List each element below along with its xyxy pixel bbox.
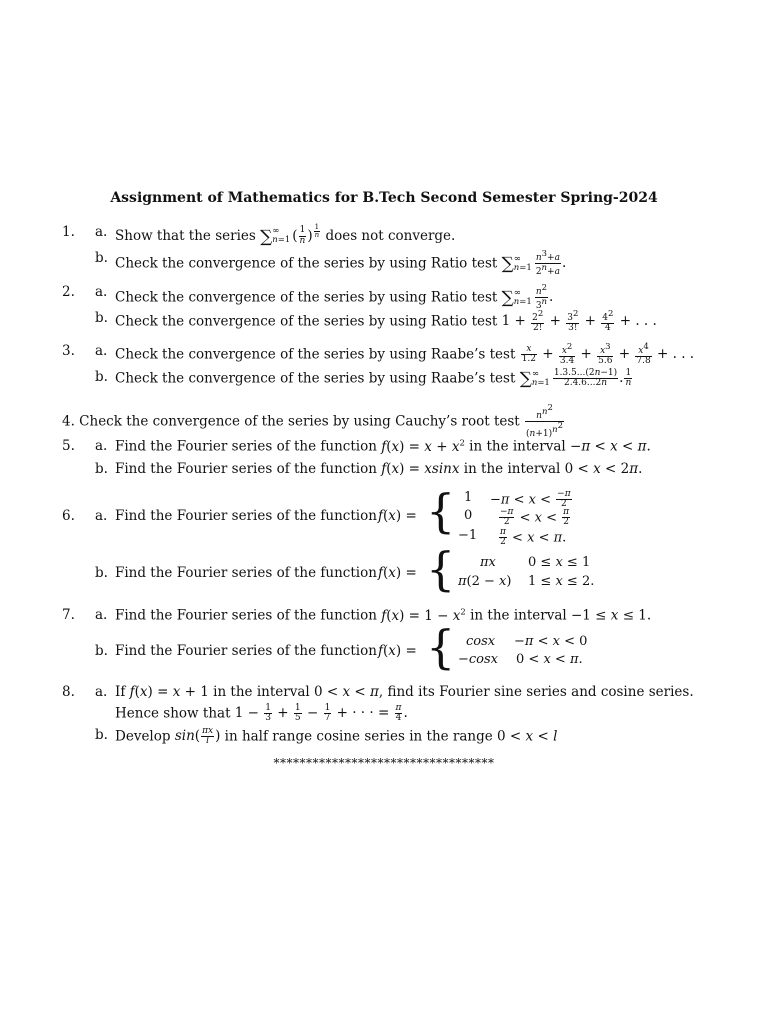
sub-label: a.	[95, 343, 108, 359]
question-text: Check the convergence of the series by using Ratio test ∑ ∞ n=1 $\frac{n^3+a}{2^n+a}$ .	[115, 249, 567, 278]
formula: f(x) =	[378, 508, 417, 524]
page-title: Assignment of Mathematics for B.Tech Second Semester Spring-2024	[110, 190, 658, 206]
question-text: Hence show that 1 − $\frac{1}{3}$ + $\frac{1}{5}$ − $\frac{1}{7}$ + · · · = $\frac{\pi}{4}$ .	[115, 703, 408, 724]
formula: −1 ≤ x ≤ 1.	[570, 607, 652, 624]
sub-label: b.	[95, 565, 108, 581]
question-number: 1.	[62, 224, 75, 240]
question-text: Find the Fourier series of the function $f(x) = x + x^2$ in the interval −π < x < π.	[115, 438, 651, 455]
question-text: Find the Fourier series of the function	[115, 643, 377, 659]
piece-row: $\frac{-\pi}{2}$ < x < $\frac{\pi}{2}$	[500, 507, 570, 528]
formula: ∑ ∞ n=1 $\frac{n^3+a}{2^n+a}$ .	[501, 249, 567, 278]
formula: 1 + $\frac{2^2}{2!}$ + $\frac{3^2}{3!}$ + $\frac{4^2}{4}$ + . . .	[501, 309, 657, 334]
sub-label: a.	[95, 607, 108, 623]
question-text: Check the convergence of the series by using Ratio test ∑ ∞ n=1 $\frac{n^2}{3^n}$ .	[115, 283, 554, 312]
formula: 0 < x < 2π.	[564, 461, 643, 477]
sub-label: b.	[95, 310, 108, 326]
question-text: Check the convergence of the series by using Raabe’s test ∑ ∞ n=1 $\frac{1.3.5...(2n-1)}{2.4.6...2n}$ . $\frac{1}{n}$	[115, 368, 632, 390]
formula: sin( $\frac{\pi x}{l}$ )	[174, 726, 221, 747]
piece-row: 0 < x < π.	[516, 652, 583, 667]
formula: f(x) =	[378, 565, 417, 581]
question-number: 8.	[62, 684, 75, 700]
piece-row: 1 ≤ x ≤ 2.	[528, 574, 595, 589]
formula: f(x) = xsinx	[381, 461, 460, 477]
question-text: Find the Fourier series of the function $f(x) = 1 - x^2$ in the interval −1 ≤ x ≤ 1.	[115, 607, 652, 624]
question-text: Check the convergence of the series by using Ratio test 1 + $\frac{2^2}{2!}$ + $\frac{3^2}{3!}$ + $\frac{4^2}{4}$ + . . .	[115, 309, 657, 334]
piecewise-brace: {	[426, 620, 456, 674]
sub-label: a.	[95, 684, 108, 700]
question-number: 3.	[62, 343, 75, 359]
piece-row: $\frac{\pi}{2}$ < x < π.	[500, 527, 567, 548]
piece-row: πx	[480, 555, 496, 570]
formula: $\frac{x}{1.2}$ + $\frac{x^2}{3.4}$ + $\frac{x^3}{5.6}$ + $\frac{x^4}{7.8}$ + . . .	[521, 342, 695, 367]
sub-label: a.	[95, 438, 108, 454]
question-text: Find the Fourier series of the function f(x) = xsinx in the interval 0 < x < 2π.	[115, 461, 643, 477]
formula: ∑ ∞ n=1 $\frac{n^2}{3^n}$ .	[501, 283, 554, 312]
formula: $f(x) = 1 - x^2$	[381, 607, 466, 624]
piece-row: cosx	[466, 634, 496, 649]
formula: ∑ ∞ n=1 $\frac{1.3.5...(2n-1)}{2.4.6...2n}$ . $\frac{1}{n}$	[519, 368, 632, 390]
sub-label: a.	[95, 284, 108, 300]
footer-separator: **********************************	[273, 756, 495, 770]
piece-row: −1	[458, 528, 478, 543]
question-text: Develop sin( $\frac{\pi x}{l}$ ) in half range cosine series in the range 0 < x < l	[115, 726, 558, 747]
formula: ∑ ∞ n=1 ( $\frac{1}{n}$ ) $^{\frac{1}{n}}$	[260, 223, 320, 247]
question-number: 7.	[62, 607, 75, 623]
piecewise-brace: {	[426, 542, 456, 596]
formula: $f(x) = x + x^2$	[381, 438, 465, 455]
piece-row: 1	[464, 490, 473, 505]
sub-label: b.	[95, 643, 108, 659]
sub-label: a.	[95, 508, 108, 524]
piece-row: 0	[464, 508, 473, 523]
question-number: 2.	[62, 284, 75, 300]
formula: 0 < x < l	[497, 728, 558, 745]
question-text: Find the Fourier series of the function	[115, 565, 377, 581]
sub-label: b.	[95, 369, 108, 385]
question-text: 4. Check the convergence of the series by using Cauchy’s root test $\frac{n^{n^2}}{(n+1)^{n^2}}$	[62, 403, 564, 440]
sub-label: a.	[95, 224, 108, 240]
formula: −π < x < π.	[570, 438, 651, 455]
piece-row: −π < x < $\frac{-\pi}{2}$	[490, 489, 571, 510]
question-text: Check the convergence of the series by using Raabe’s test $\frac{x}{1.2}$ + $\frac{x^2}{3.4}$ + $\frac{x^3}{5.6}$ + $\frac{x^4}{7.8}$ + . . .	[115, 342, 695, 367]
piece-row: 0 ≤ x ≤ 1	[528, 555, 591, 570]
sub-label: b.	[95, 250, 108, 266]
formula: f(x) =	[378, 643, 417, 659]
piece-row: π(2 − x)	[458, 574, 512, 589]
formula: $\frac{n^{n^2}}{(n+1)^{n^2}}$	[526, 403, 564, 440]
formula: 0 < x < π	[314, 684, 379, 700]
sub-label: b.	[95, 461, 108, 477]
piece-row: −cosx	[458, 652, 499, 667]
formula: f(x) = x + 1	[129, 684, 209, 700]
question-number: 6.	[62, 508, 75, 524]
sub-label: b.	[95, 727, 108, 743]
piecewise-brace: {	[426, 484, 456, 538]
piece-row: −π < x < 0	[514, 634, 588, 649]
question-text: If f(x) = x + 1 in the interval 0 < x < π, find its Fourier sine series and cosine series.	[115, 684, 694, 700]
question-text: Show that the series ∑ ∞ n=1 ( $\frac{1}{n}$ ) $^{\frac{1}{n}}$ does not converge.	[115, 223, 456, 247]
question-text: Find the Fourier series of the function	[115, 508, 377, 524]
formula: 1 − $\frac{1}{3}$ + $\frac{1}{5}$ − $\frac{1}{7}$ + · · · = $\frac{\pi}{4}$ .	[234, 703, 408, 724]
question-number: 5.	[62, 438, 75, 454]
